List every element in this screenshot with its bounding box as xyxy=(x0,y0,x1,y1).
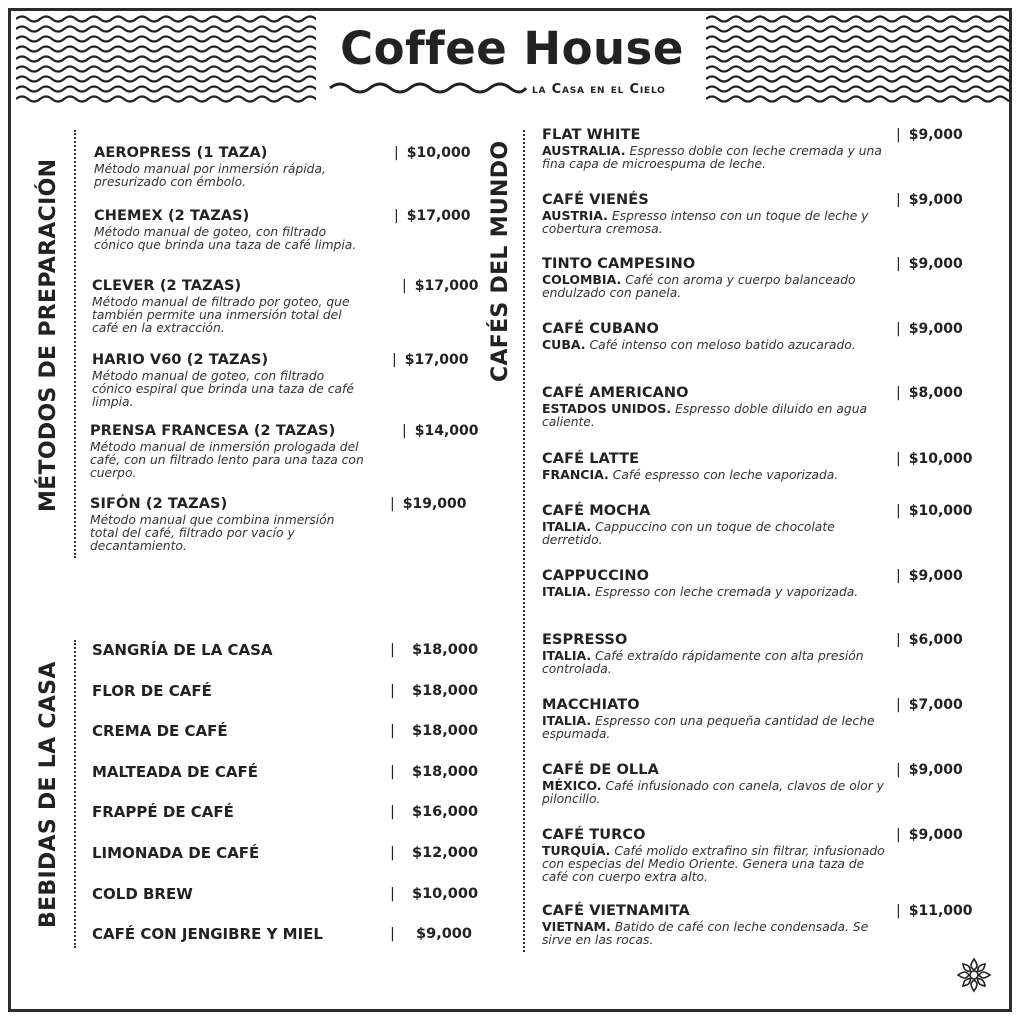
item-price-value: $9,000 xyxy=(908,127,963,143)
item-price-value: $10,000 xyxy=(908,451,973,467)
item-description-text: Café infusionado con canela, clavos de olor y piloncillo. xyxy=(542,779,884,806)
menu-item xyxy=(542,126,982,171)
item-name: CLEVER (2 TAZAS) xyxy=(92,278,242,294)
item-name: LIMONADA DE CAFÉ xyxy=(92,844,260,862)
price-separator: | xyxy=(896,451,901,467)
item-origin: AUSTRIA. xyxy=(542,208,608,223)
item-description xyxy=(542,921,892,947)
price-separator: | xyxy=(390,723,395,740)
item-price-value: $9,000 xyxy=(908,762,963,778)
item-name: SIFÓN (2 TAZAS) xyxy=(90,496,228,512)
item-origin: ITALIA. xyxy=(542,713,592,728)
price-separator: | xyxy=(390,763,395,780)
item-price xyxy=(390,925,472,943)
item-origin: COLOMBIA. xyxy=(542,272,622,287)
price-separator: | xyxy=(896,762,901,778)
item-name: CAPPUCCINO xyxy=(542,568,650,584)
item-description xyxy=(542,403,892,429)
drink-item xyxy=(92,641,477,659)
item-price-value: $9,000 xyxy=(908,256,963,272)
drink-item xyxy=(92,925,477,943)
item-description xyxy=(542,274,892,300)
item-price xyxy=(896,450,972,468)
item-price xyxy=(390,722,479,740)
item-price-value: $18,000 xyxy=(412,763,479,780)
drink-item xyxy=(92,763,477,781)
item-name: CAFÉ TURCO xyxy=(542,827,646,843)
item-name: CAFÉ CUBANO xyxy=(542,321,659,337)
item-name: HARIO V60 (2 TAZAS) xyxy=(92,352,269,368)
price-separator: | xyxy=(390,496,395,512)
item-origin: MÉXICO. xyxy=(542,778,602,793)
price-separator: | xyxy=(896,127,901,143)
item-price-value: $9,000 xyxy=(908,568,963,584)
menu-item xyxy=(542,450,982,482)
price-separator: | xyxy=(896,385,901,401)
menu-item xyxy=(542,761,982,806)
menu-item xyxy=(92,351,472,408)
item-description xyxy=(542,586,892,599)
item-price-value: $14,000 xyxy=(414,423,479,439)
price-separator: | xyxy=(896,827,901,843)
menu-item xyxy=(542,191,982,236)
drink-item xyxy=(92,885,477,903)
menu-item xyxy=(542,384,982,429)
price-separator: | xyxy=(896,321,901,337)
price-separator: | xyxy=(896,632,901,648)
menu-item xyxy=(542,567,982,599)
page-subtitle: la Casa en el Cielo xyxy=(532,82,666,97)
item-price-value: $10,000 xyxy=(412,885,479,902)
item-name: CAFÉ DE OLLA xyxy=(542,762,659,778)
item-price-value: $16,000 xyxy=(412,804,479,821)
item-description-text: Café con aroma y cuerpo balanceado endulzado con panela. xyxy=(542,273,856,300)
item-name: CAFÉ VIENÉS xyxy=(542,192,649,208)
price-separator: | xyxy=(896,256,901,272)
menu-item xyxy=(542,826,982,883)
section-title-preparacion: MÉTODOS DE PREPARACIÓN xyxy=(36,158,61,512)
price-separator: | xyxy=(402,423,407,439)
item-price xyxy=(896,761,963,779)
item-description-text: Batido de café con leche condensada. Se sirve en las rocas. xyxy=(542,920,869,947)
item-description-text: Café extraído rápidamente con alta presión controlada. xyxy=(542,649,864,676)
item-price xyxy=(402,277,478,295)
subtitle-wave-icon xyxy=(328,80,528,96)
item-name: FLOR DE CAFÉ xyxy=(92,681,212,700)
item-price-value: $18,000 xyxy=(412,642,479,658)
item-price-value: $9,000 xyxy=(908,321,963,337)
item-price xyxy=(390,803,479,821)
price-separator: | xyxy=(896,697,901,713)
item-description xyxy=(542,845,892,883)
item-price-value: $10,000 xyxy=(908,503,973,519)
item-description-text: Espresso doble con leche cremada y una fina capa de microespuma de leche. xyxy=(542,144,882,171)
item-origin: CUBA. xyxy=(542,337,586,352)
item-description-text: Espresso con leche cremada y vaporizada. xyxy=(595,585,859,599)
item-price xyxy=(896,902,972,920)
price-separator: | xyxy=(402,278,407,294)
menu-item xyxy=(92,277,479,335)
item-description xyxy=(542,650,892,676)
wave-pattern-icon xyxy=(16,14,316,106)
price-separator: | xyxy=(390,682,395,699)
menu-item xyxy=(90,495,470,552)
menu-item xyxy=(90,422,479,480)
menu-item xyxy=(542,696,982,741)
menu-item xyxy=(542,631,982,676)
item-name: CAFÉ VIETNAMITA xyxy=(542,903,690,919)
sun-flower-icon xyxy=(954,955,994,995)
section-divider xyxy=(74,640,76,948)
item-description: Método manual de filtrado por goteo, que también permite una inmersión total del café en la extracción. xyxy=(92,295,350,335)
wave-pattern-icon xyxy=(706,14,1010,106)
item-description xyxy=(542,145,892,171)
price-separator: | xyxy=(390,926,395,943)
item-price xyxy=(390,641,479,659)
item-price-value: $11,000 xyxy=(908,903,973,919)
price-separator: | xyxy=(390,845,395,861)
item-price-value: $17,000 xyxy=(404,352,469,368)
menu-item xyxy=(542,255,982,300)
item-origin: FRANCIA. xyxy=(542,467,609,482)
section-title-bebidas: BEBIDAS DE LA CASA xyxy=(36,661,61,928)
menu-item xyxy=(542,320,982,352)
item-description-text: Espresso doble diluido en agua caliente. xyxy=(542,402,868,429)
price-separator: | xyxy=(390,885,395,902)
section-divider xyxy=(74,130,76,558)
price-separator: | xyxy=(896,568,901,584)
item-price-value: $9,000 xyxy=(908,827,963,843)
drink-item xyxy=(92,844,477,862)
item-price xyxy=(896,567,963,585)
item-price xyxy=(394,144,470,162)
item-description xyxy=(542,715,892,741)
price-separator: | xyxy=(390,804,395,821)
item-description xyxy=(542,780,892,806)
item-name: TINTO CAMPESINO xyxy=(542,256,696,272)
item-name: MACCHIATO xyxy=(542,697,640,713)
item-price xyxy=(896,826,963,844)
item-price xyxy=(390,844,479,862)
section-divider xyxy=(523,130,525,952)
item-origin: ITALIA. xyxy=(542,519,592,534)
item-price xyxy=(390,763,479,781)
page-title: Coffee House xyxy=(340,22,684,75)
menu-item xyxy=(542,902,982,947)
item-origin: ESTADOS UNIDOS. xyxy=(542,401,672,416)
price-separator: | xyxy=(390,642,395,658)
price-separator: | xyxy=(394,208,399,224)
item-price-value: $10,000 xyxy=(406,145,471,161)
item-origin: ITALIA. xyxy=(542,584,592,599)
price-separator: | xyxy=(392,352,397,368)
item-price-value: $18,000 xyxy=(412,723,479,740)
drink-item xyxy=(92,803,477,821)
menu-item xyxy=(94,144,474,189)
item-name: CAFÉ MOCHA xyxy=(542,503,651,519)
item-origin: TURQUÍA. xyxy=(542,843,611,858)
item-price-value: $7,000 xyxy=(908,697,963,713)
item-description-text: Café intenso con meloso batido azucarado. xyxy=(589,338,856,352)
item-origin: VIETNAM. xyxy=(542,919,611,934)
item-name: MALTEADA DE CAFÉ xyxy=(92,762,259,781)
price-separator: | xyxy=(394,145,399,161)
drink-item xyxy=(92,682,477,700)
item-price-value: $19,000 xyxy=(402,496,467,512)
item-price-value: $8,000 xyxy=(908,385,963,401)
item-name: FRAPPÉ DE CAFÉ xyxy=(92,803,234,822)
item-name: CAFÉ AMERICANO xyxy=(542,385,689,401)
item-price xyxy=(392,351,468,369)
menu-item xyxy=(94,207,474,252)
item-price xyxy=(896,502,972,520)
item-price-value: $6,000 xyxy=(908,632,963,648)
item-description-text: Cappuccino con un toque de chocolate derretido. xyxy=(542,520,835,547)
item-name: COLD BREW xyxy=(92,884,193,903)
item-price xyxy=(390,682,479,700)
item-description-text: Espresso con una pequeña cantidad de leche espumada. xyxy=(542,714,875,741)
item-price xyxy=(896,631,963,649)
item-description: Método manual por inmersión rápida, presurizado con émbolo. xyxy=(94,162,326,189)
item-price-value: $12,000 xyxy=(412,845,479,861)
item-price xyxy=(390,495,466,513)
item-name: PRENSA FRANCESA (2 TAZAS) xyxy=(90,423,336,439)
item-price xyxy=(402,422,478,440)
item-price xyxy=(394,207,470,225)
item-name: CREMA DE CAFÉ xyxy=(92,722,228,741)
item-price-value: $17,000 xyxy=(414,278,479,294)
item-origin: AUSTRALIA. xyxy=(542,143,626,158)
drink-item xyxy=(92,722,477,740)
item-description: Método manual de goteo, con filtrado cónico que brinda una taza de café limpia. xyxy=(94,225,357,252)
item-name: CAFÉ LATTE xyxy=(542,451,640,467)
item-price-value: $9,000 xyxy=(416,926,472,943)
item-description xyxy=(542,339,892,352)
menu-item xyxy=(542,502,982,547)
item-price xyxy=(896,320,963,338)
item-description: Método manual que combina inmersión total del café, filtrado por vacío y decantamiento. xyxy=(90,513,335,553)
item-description-text: Espresso intenso con un toque de leche y cobertura cremosa. xyxy=(542,209,869,236)
item-price-value: $17,000 xyxy=(406,208,471,224)
item-description xyxy=(542,210,892,236)
item-name: CAFÉ CON JENGIBRE Y MIEL xyxy=(92,925,323,944)
item-price xyxy=(896,255,963,273)
item-price-value: $9,000 xyxy=(908,192,963,208)
item-description xyxy=(542,521,892,547)
item-description: Método manual de inmersión prologada del café, con un filtrado lento para una taza con cuerpo. xyxy=(90,440,364,480)
item-origin: ITALIA. xyxy=(542,648,592,663)
item-description-text: Café espresso con leche vaporizada. xyxy=(612,468,839,482)
price-separator: | xyxy=(896,903,901,919)
item-price xyxy=(896,126,963,144)
item-price xyxy=(896,191,963,209)
item-description-text: Café molido extrafino sin filtrar, infusionado con especias del Medio Oriente. Genera una taza de café con cuerpo extra alto. xyxy=(542,844,885,884)
item-description xyxy=(542,469,892,482)
item-price-value: $18,000 xyxy=(412,682,479,699)
item-price xyxy=(390,885,479,903)
price-separator: | xyxy=(896,192,901,208)
item-description: Método manual de goteo, con filtrado cónico espiral que brinda una taza de café limpia. xyxy=(92,369,354,409)
item-name: SANGRÍA DE LA CASA xyxy=(92,641,273,659)
item-price xyxy=(896,384,963,402)
section-title-mundo: CAFÉS DEL MUNDO xyxy=(488,140,513,382)
item-name: ESPRESSO xyxy=(542,632,628,648)
item-name: CHEMEX (2 TAZAS) xyxy=(94,208,250,224)
price-separator: | xyxy=(896,503,901,519)
item-price xyxy=(896,696,963,714)
item-name: FLAT WHITE xyxy=(542,127,641,143)
item-name: AEROPRESS (1 TAZA) xyxy=(94,145,268,161)
